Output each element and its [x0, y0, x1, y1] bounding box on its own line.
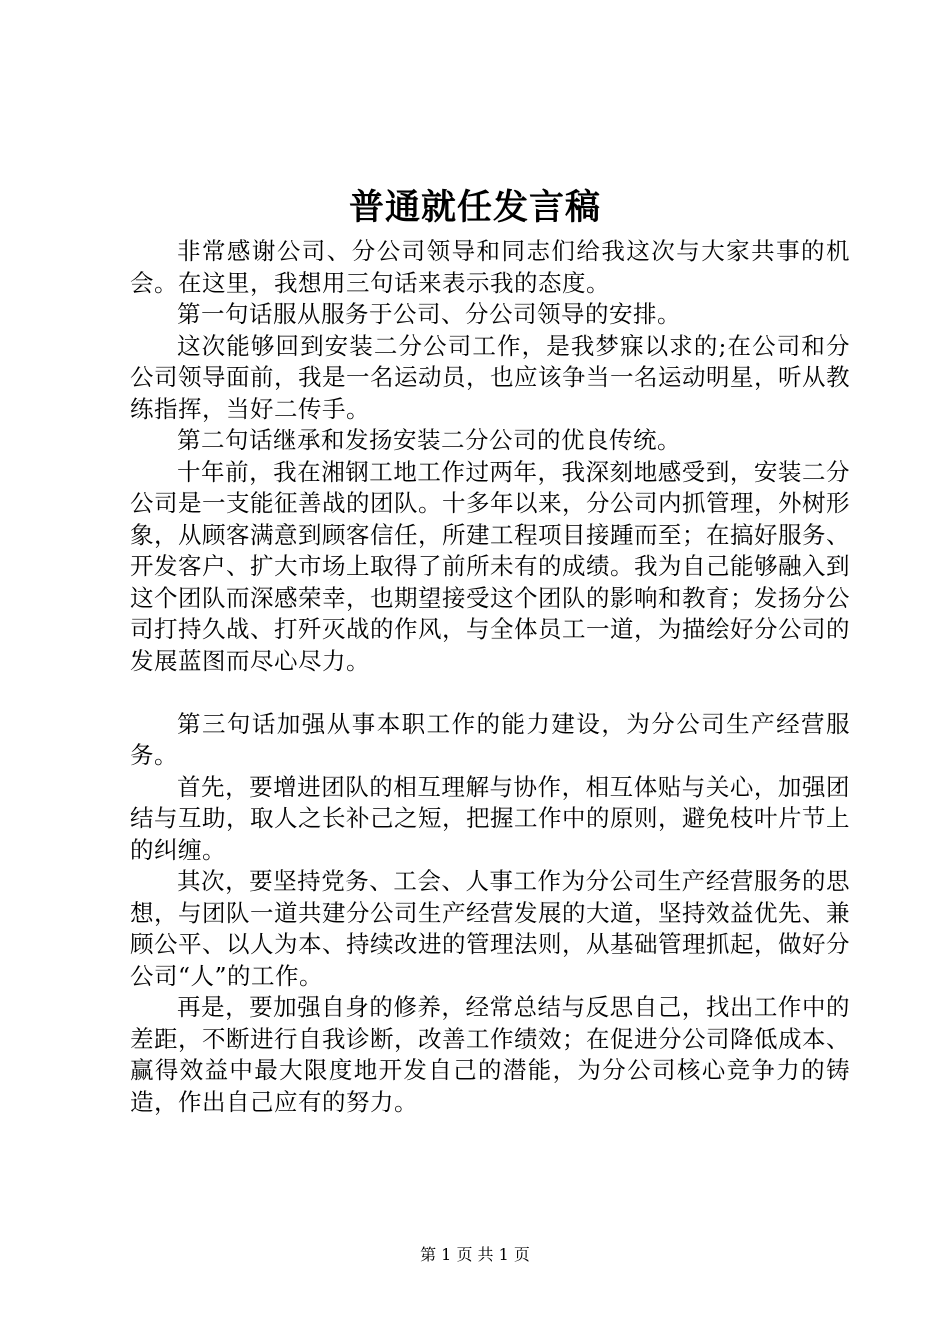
paragraph: 第一句话服从服务于公司、分公司领导的安排。 [177, 300, 681, 328]
paragraph: 这次能够回到安装二分公司工作，是我梦寐以求的;在公司和分公司领导面前，我是一名运动员，也应该争当一名运动明星，听从教练指挥，当好二传手。 [130, 331, 850, 423]
paragraph: 其次，要坚持党务、工会、人事工作为分公司生产经营服务的思想，与团队一道共建分公司生产经营发展的大道，坚持效益优先、兼顾公平、以人为本、持续改进的管理法则，从基础管理抓起，做好分公司“人”的工作。 [130, 867, 850, 990]
page-number: 第 1 页 共 1 页 [420, 1245, 530, 1264]
document-title: 普通就任发言稿 [348, 187, 601, 228]
paragraph-spacer [130, 677, 850, 709]
paragraph: 首先，要增进团队的相互理解与协作，相互体贴与关心，加强团结与互助，取人之长补己之短，把握工作中的原则，避免枝叶片节上的纠缠。 [130, 772, 850, 864]
document-body [130, 236, 850, 1118]
paragraph: 非常感谢公司、分公司领导和同志们给我这次与大家共事的机会。在这里，我想用三句话来表示我的态度。 [130, 237, 850, 297]
paragraph: 再是，要加强自身的修养，经常总结与反思自己，找出工作中的差距，不断进行自我诊断，改善工作绩效；在促进分公司降低成本、赢得效益中最大限度地开发自己的潜能，为分公司核心竞争力的铸造，作出自己应有的努力。 [130, 993, 850, 1116]
paragraph: 第二句话继承和发扬安装二分公司的优良传统。 [177, 426, 681, 454]
paragraph: 第三句话加强从事本职工作的能力建设，为分公司生产经营服务。 [130, 709, 850, 769]
paragraph: 十年前，我在湘钢工地工作过两年，我深刻地感受到，安装二分公司是一支能征善战的团队。十多年以来，分公司内抓管理，外树形象，从顾客满意到顾客信任，所建工程项目接踵而至；在搞好服务、开发客户、扩大市场上取得了前所未有的成绩。我为自己能够融入到这个团队而深感荣幸，也期望接受这个团队的影响和教育；发扬分公司打持久战、打歼灭战的作风，与全体员工一道，为描绘好分公司的发展蓝图而尽心尽力。 [130, 457, 850, 675]
